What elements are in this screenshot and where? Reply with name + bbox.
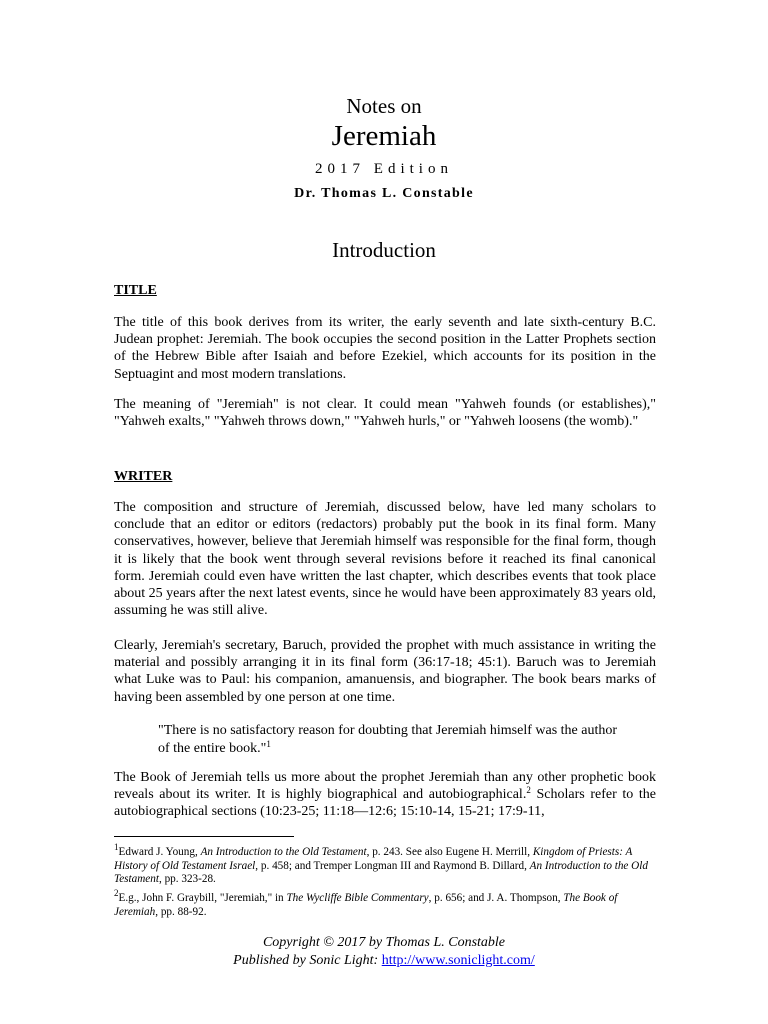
- footnote-1-text: , pp. 323-28.: [158, 873, 216, 886]
- footnote-2-work-title: The Wycliffe Bible Commentary: [286, 892, 429, 904]
- footnote-1-work-title: An Introduction to the Old Testament: [114, 859, 648, 886]
- writer-paragraph-1: The composition and structure of Jeremiah, discussed below, have led many scholars to conclude that an editor or editors (redactors) probably put the book in its final form. Many conservatives, however, believe that Jeremiah himself was responsible for the final form, though it is likely that the book went through several revisions before it reached its final canonical form. Jeremiah could even have written the last chapter, which describes events that took place about 25 years after the next latest events, since he would have been approximately 83 years old, assuming he was still alive.: [114, 500, 656, 619]
- block-quote: [158, 722, 628, 757]
- title-paragraph-2: The meaning of "Jeremiah" is not clear. It could mean "Yahweh founds (or establishes)," "Yahweh exalts," "Yahweh throws down," "Yahweh hurls," or "Yahweh loosens (the womb).": [114, 397, 656, 430]
- footnote-2-work-title: The Book of Jeremiah: [114, 892, 618, 918]
- paragraph-3-text-a: The Book of Jeremiah tells us more about the prophet Jeremiah than any other prophetic book reveals about its writer. It is highly biographical and autobiographical.: [114, 770, 656, 803]
- publisher-line: [0, 952, 768, 969]
- footnote-divider: [114, 836, 294, 837]
- footnote-ref-2[interactable]: 2: [526, 785, 531, 796]
- quote-text: "There is no satisfactory reason for doubting that Jeremiah himself was the author of the entire book.": [158, 723, 618, 756]
- footnote-1-text: , p. 243. See also Eugene H. Merrill,: [366, 846, 533, 858]
- writer-paragraph-2: Clearly, Jeremiah's secretary, Baruch, provided the prophet with much assistance in writing the material and possibly arranging it in its final form (36:17-18; 45:1). Baruch was to Jeremiah what Luke was to Paul: his companion, amanuensis, and biographer. The book bears marks of having been assembled by one person at one time.: [114, 638, 656, 705]
- footnote-1-text: , p. 458; and Tremper Longman III and Raymond B. Dillard,: [255, 859, 530, 872]
- edition-label: 2017 Edition: [315, 161, 453, 177]
- footnote-1-number: 1: [114, 842, 119, 852]
- footnote-2-text: , pp. 88-92.: [155, 905, 207, 918]
- footnote-1-work-title: An Introduction to the Old Testament: [200, 846, 367, 858]
- book-title: Jeremiah: [331, 120, 437, 152]
- publisher-link[interactable]: http://www.soniclight.com/: [381, 953, 535, 968]
- footnote-1-text: Edward J. Young,: [118, 846, 201, 858]
- footnote-2-text: , p. 656; and J. A. Thompson,: [428, 892, 564, 904]
- title-heading: TITLE: [114, 283, 157, 298]
- published-by-label: Published by Sonic Light:: [233, 953, 382, 968]
- footnote-2-text: E.g., John F. Graybill, "Jeremiah," in: [118, 892, 287, 904]
- section-title: Introduction: [332, 238, 436, 262]
- writer-paragraph-3: [114, 769, 656, 821]
- copyright-line: Copyright © 2017 by Thomas L. Constable: [262, 935, 506, 950]
- author-name: Dr. Thomas L. Constable: [294, 186, 474, 201]
- footnote-2: [114, 888, 656, 919]
- footnote-ref-1[interactable]: 1: [266, 738, 271, 749]
- title-paragraph-1: The title of this book derives from its writer, the early seventh and late sixth-century B.C. Judean prophet: Jeremiah. The book occupies the second position in the Latter Prophets section of the Hebrew Bible after Isaiah and before Ezekiel, which accounts for its position in the Septuagint and most modern translations.: [114, 315, 656, 382]
- footnote-1: [114, 842, 656, 887]
- footnote-2-number: 2: [114, 888, 119, 898]
- paragraph-3-text-b: Scholars refer to the autobiographical sections (10:23-25; 11:18—12:6; 15:10-14, 15-21; 17:9-11,: [114, 787, 657, 820]
- writer-heading: WRITER: [114, 469, 173, 484]
- footnote-1-work-title: Kingdom of Priests: A History of Old Testament Israel: [114, 846, 633, 872]
- notes-on-label: Notes on: [346, 94, 422, 118]
